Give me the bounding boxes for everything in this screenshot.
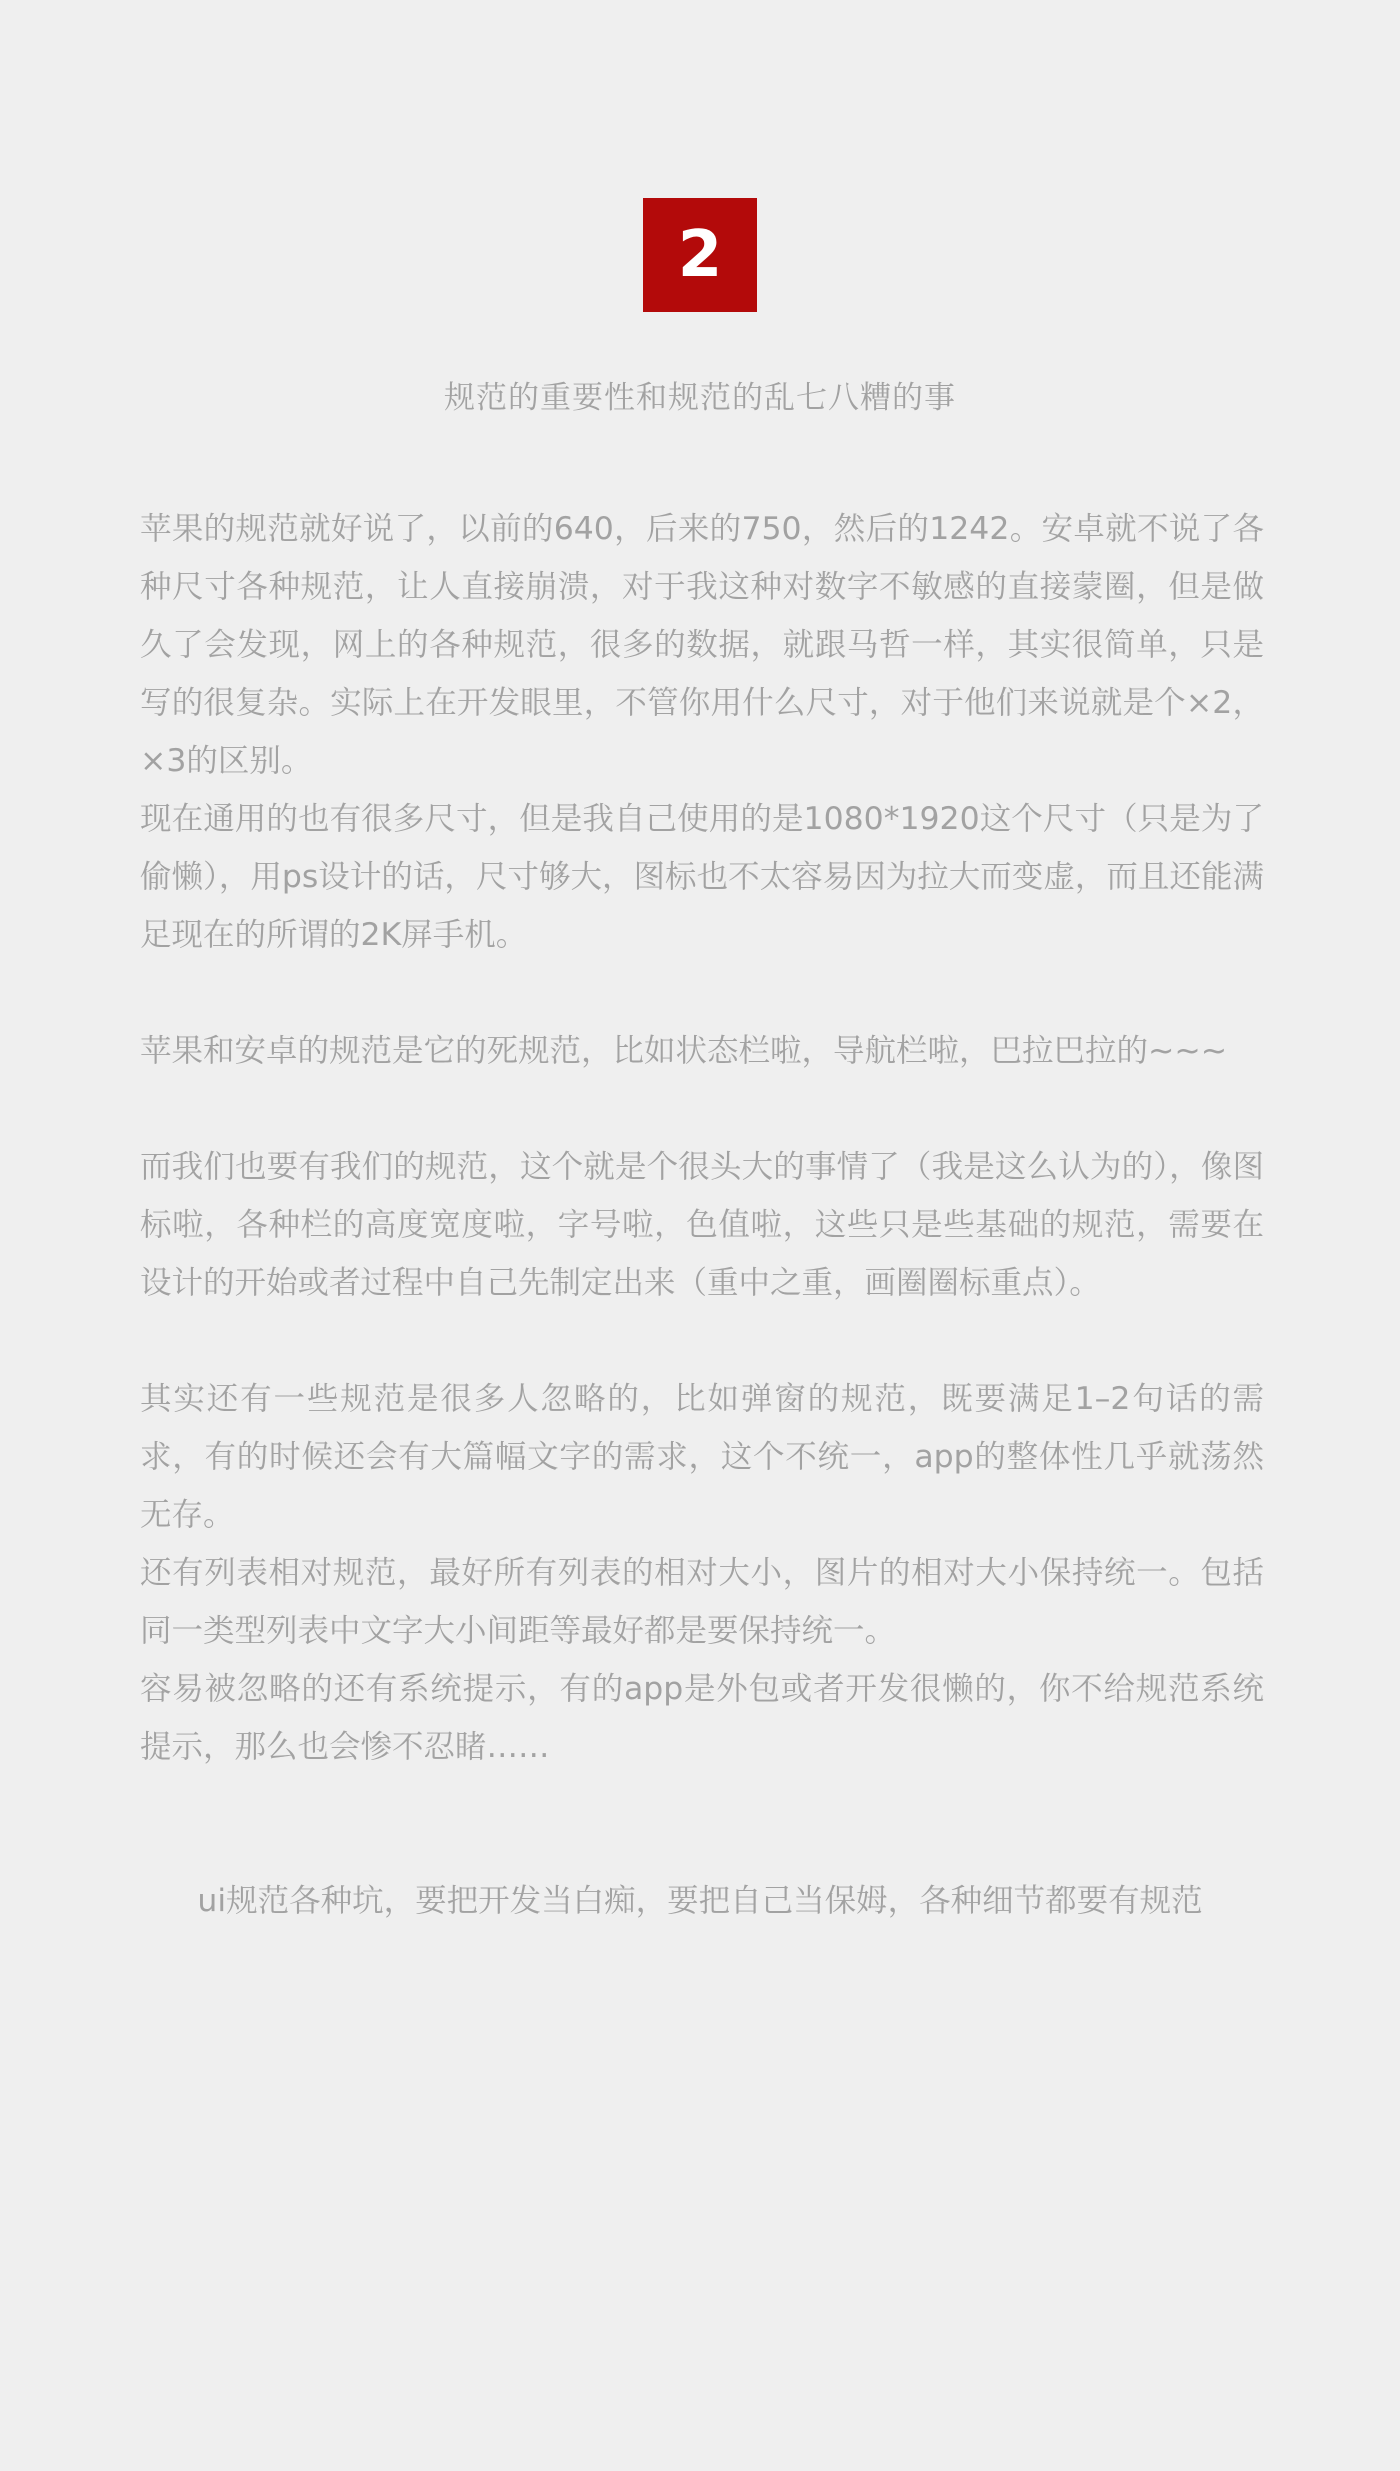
paragraph-spacer xyxy=(140,1312,1264,1370)
paragraph-our-guidelines: 而我们也要有我们的规范，这个就是个很头大的事情了（我是这么认为的），像图标啦，各种栏的高度宽度啦，字号啦，色值啦，这些只是些基础的规范，需要在设计的开始或者过程中自己先制定出来（重中之重，画圈圈标重点）。 xyxy=(140,1149,1264,1301)
paragraph-common-sizes: 现在通用的也有很多尺寸，但是我自己使用的是1080*1920这个尺寸（只是为了偷懒），用ps设计的话，尺寸够大，图标也不太容易因为拉大而变虚，而且还能满足现在的所谓的2K屏手机。 xyxy=(140,801,1264,953)
paragraph-spacer xyxy=(140,1080,1264,1138)
section-number: 2 xyxy=(677,218,723,292)
paragraph-dialog-guidelines: 其实还有一些规范是很多人忽略的，比如弹窗的规范，既要满足1–2句话的需求，有的时候还会有大篇幅文字的需求，这个不统一，app的整体性几乎就荡然无存。 xyxy=(140,1381,1264,1533)
paragraph-platform-guidelines: 苹果和安卓的规范是它的死规范，比如状态栏啦，导航栏啦，巴拉巴拉的~~~ xyxy=(140,1033,1228,1069)
section-number-badge xyxy=(643,198,757,312)
article-body xyxy=(140,500,1264,1776)
paragraph-spacer xyxy=(140,964,1264,1022)
closing-remark: ui规范各种坑，要把开发当白痴，要把自己当保姆，各种细节都要有规范 xyxy=(197,1883,1203,1919)
paragraph-apple-android-sizes: 苹果的规范就好说了，以前的640，后来的750，然后的1242。安卓就不说了各种尺寸各种规范，让人直接崩溃，对于我这种对数字不敏感的直接蒙圈，但是做久了会发现，网上的各种规范，很多的数据，就跟马哲一样，其实很简单，只是写的很复杂。实际上在开发眼里，不管你用什么尺寸，对于他们来说就是个×2，×3的区别。 xyxy=(140,511,1264,779)
section-title: 规范的重要性和规范的乱七八糟的事 xyxy=(444,380,956,416)
paragraph-system-tips: 容易被忽略的还有系统提示，有的app是外包或者开发很懒的，你不给规范系统提示，那么也会惨不忍睹…… xyxy=(140,1671,1264,1765)
paragraph-list-guidelines: 还有列表相对规范，最好所有列表的相对大小，图片的相对大小保持统一。包括同一类型列表中文字大小间距等最好都是要保持统一。 xyxy=(140,1555,1264,1649)
